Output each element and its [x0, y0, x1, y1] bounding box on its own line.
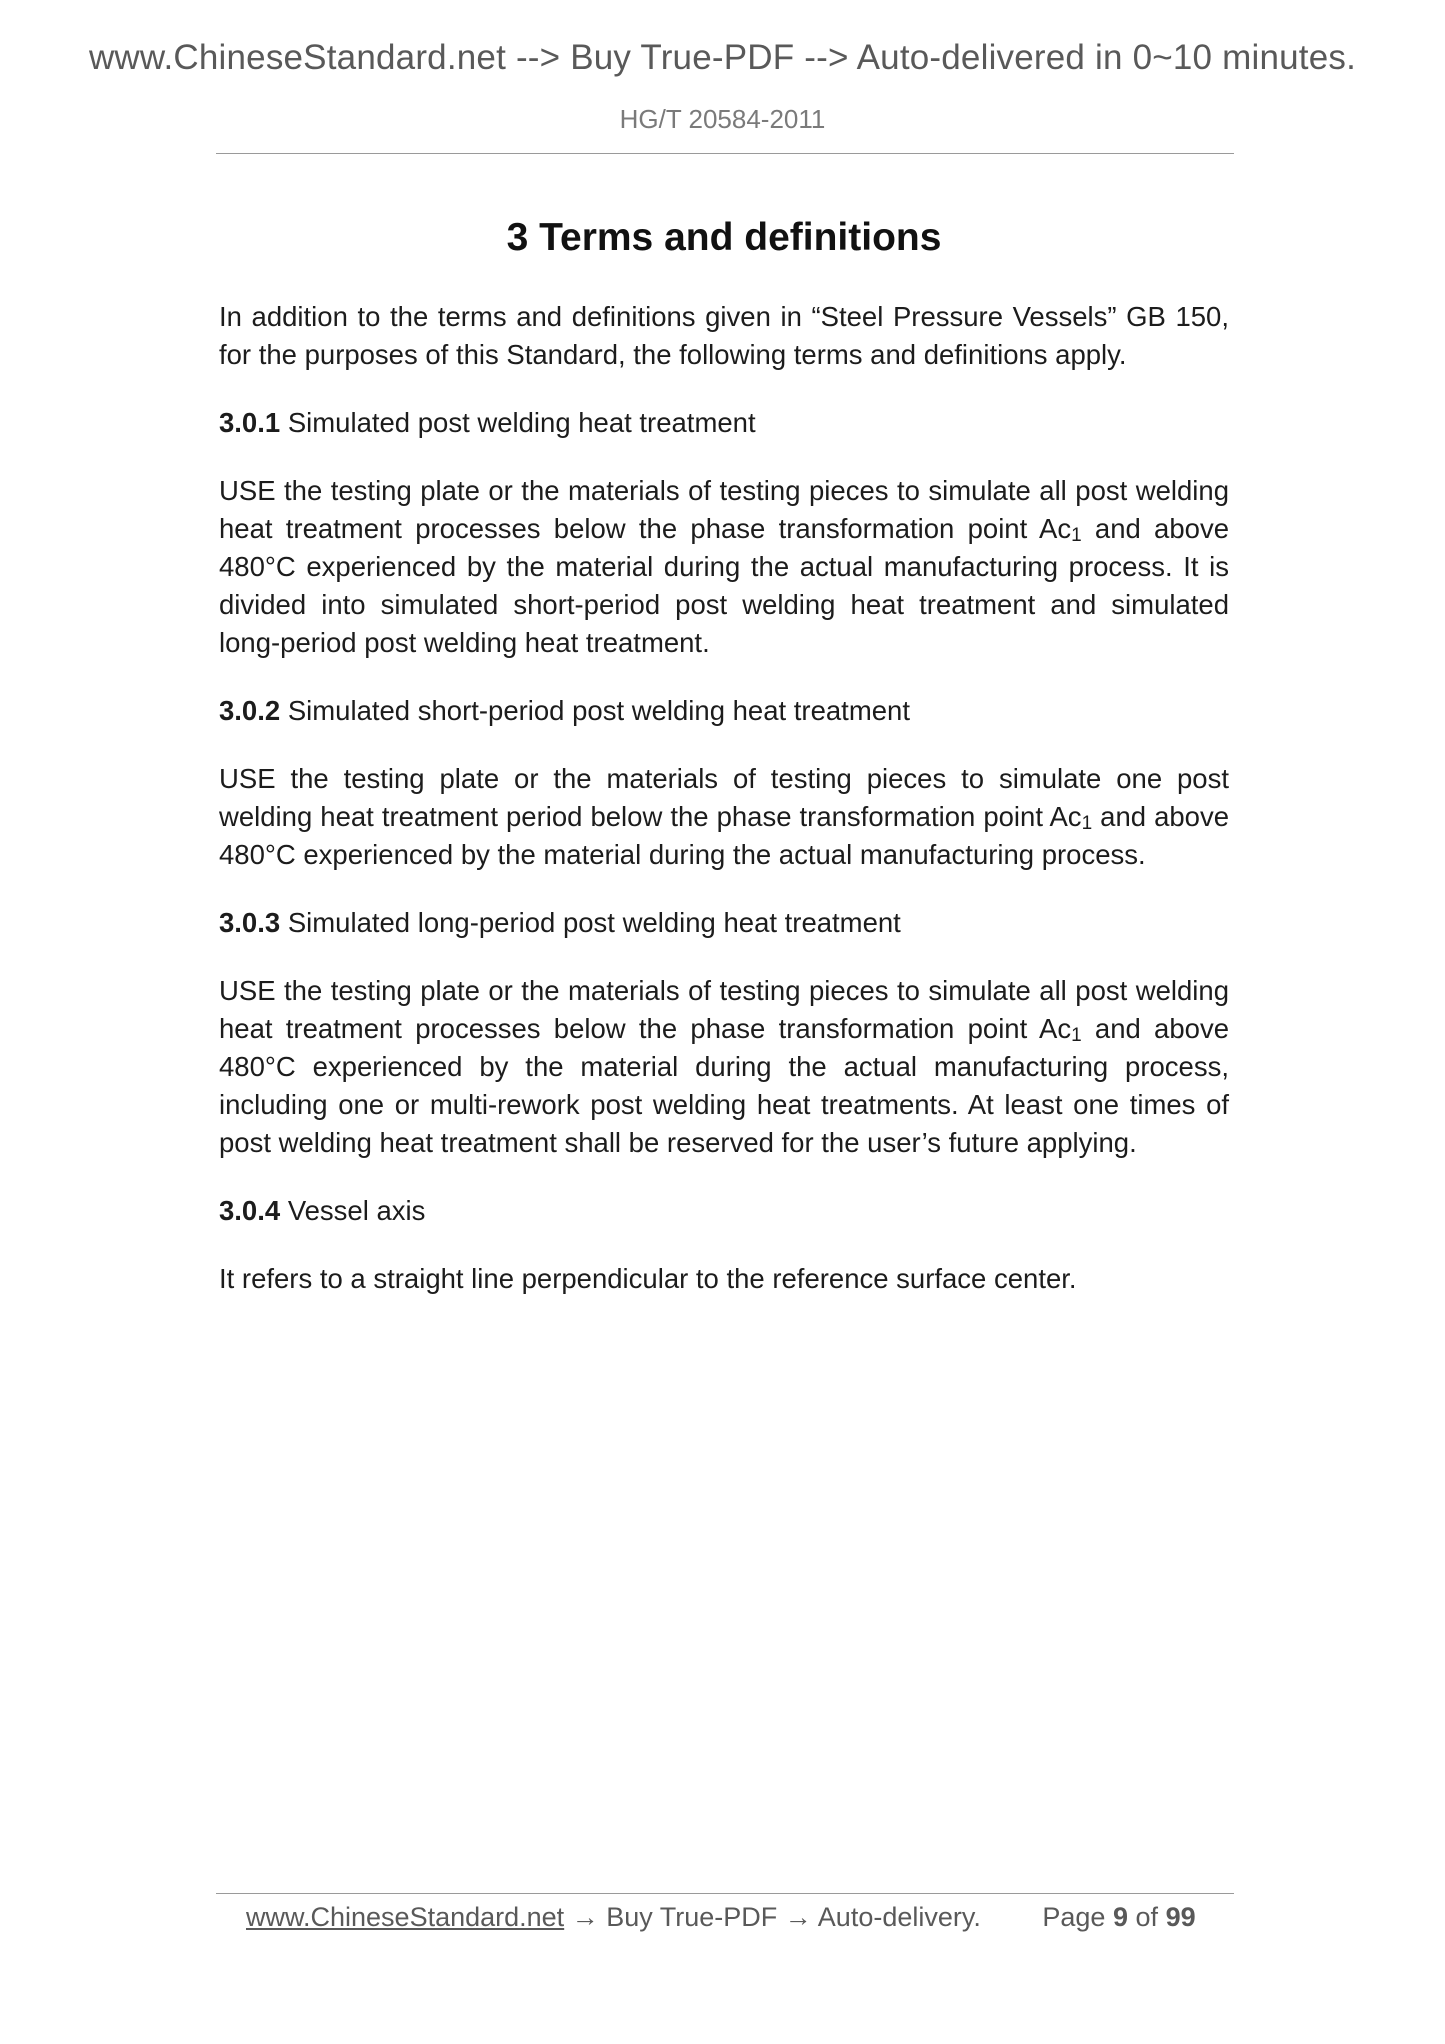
term-definition-3-0-2	[219, 760, 1229, 874]
section-title: 3 Terms and definitions	[506, 216, 942, 259]
page-label: Page	[1042, 1902, 1106, 1932]
subscript: 1	[1081, 813, 1093, 834]
term-number: 3.0.4	[219, 1195, 281, 1226]
subscript: 1	[1071, 525, 1082, 546]
term-number: 3.0.3	[219, 907, 281, 938]
term-definition-3-0-4	[219, 1260, 1229, 1298]
definition-text: USE the testing plate or the materials of testing pieces to simulate one post welding heat treatment period below the phase transformation point Ac	[219, 763, 1229, 832]
page-number	[1042, 1898, 1195, 1936]
footer-buy-text: Buy True-PDF	[606, 1902, 778, 1932]
term-definition-3-0-1	[219, 472, 1229, 662]
page-footer	[246, 1898, 1196, 1936]
arrow-icon: →	[571, 1902, 599, 1932]
subscript: 1	[1071, 1025, 1082, 1046]
section-intro: In addition to the terms and definitions given in “Steel Pressure Vessels” GB 150, for the purposes of this Standard, the following terms and definitions apply.	[219, 301, 1229, 370]
term-number: 3.0.2	[219, 695, 281, 726]
current-page: 9	[1112, 1902, 1128, 1932]
definition-text: and above 480°C experienced by the material during the actual manufacturing process. It is divided into simulated short-period post welding heat treatment and simulated long-period post welding heat treatment.	[219, 513, 1229, 658]
term-number: 3.0.1	[219, 407, 281, 438]
footer-divider	[216, 1893, 1234, 1894]
term-heading-3-0-2	[219, 692, 1229, 730]
definition-text: USE the testing plate or the materials of testing pieces to simulate all post welding heat treatment processes below the phase transformation point Ac	[219, 975, 1229, 1044]
definition-text: USE the testing plate or the materials of testing pieces to simulate all post welding heat treatment processes below the phase transformation point Ac	[219, 475, 1229, 544]
term-definition-3-0-3	[219, 972, 1229, 1162]
definition-text: and above 480°C experienced by the material during the actual manufacturing process.	[219, 801, 1229, 870]
term-name: Simulated short-period post welding heat treatment	[287, 695, 910, 726]
footer-site-link[interactable]: www.ChineseStandard.net	[246, 1902, 565, 1932]
of-label: of	[1135, 1902, 1159, 1932]
definition-text: and above 480°C experienced by the material during the actual manufacturing process, including one or multi-rework post welding heat treatments. At least one times of post welding heat treatment shall be reserved for the user’s future applying.	[219, 1013, 1229, 1158]
term-heading-3-0-1	[219, 404, 1229, 442]
definition-text: It refers to a straight line perpendicular to the reference surface center.	[219, 1263, 1077, 1294]
document-code: HG/T 20584-2011	[619, 104, 826, 134]
header-divider	[216, 153, 1234, 154]
page-content	[219, 212, 1229, 1328]
top-banner: www.ChineseStandard.net --> Buy True-PDF --> Auto-delivered in 0~10 minutes.	[88, 38, 1357, 77]
arrow-icon: →	[784, 1902, 812, 1932]
term-heading-3-0-3	[219, 904, 1229, 942]
footer-delivery-text: Auto-delivery.	[817, 1902, 981, 1932]
term-name: Simulated long-period post welding heat treatment	[287, 907, 901, 938]
total-pages: 99	[1165, 1902, 1196, 1932]
term-name: Vessel axis	[287, 1195, 426, 1226]
term-name: Simulated post welding heat treatment	[287, 407, 756, 438]
term-heading-3-0-4	[219, 1192, 1229, 1230]
